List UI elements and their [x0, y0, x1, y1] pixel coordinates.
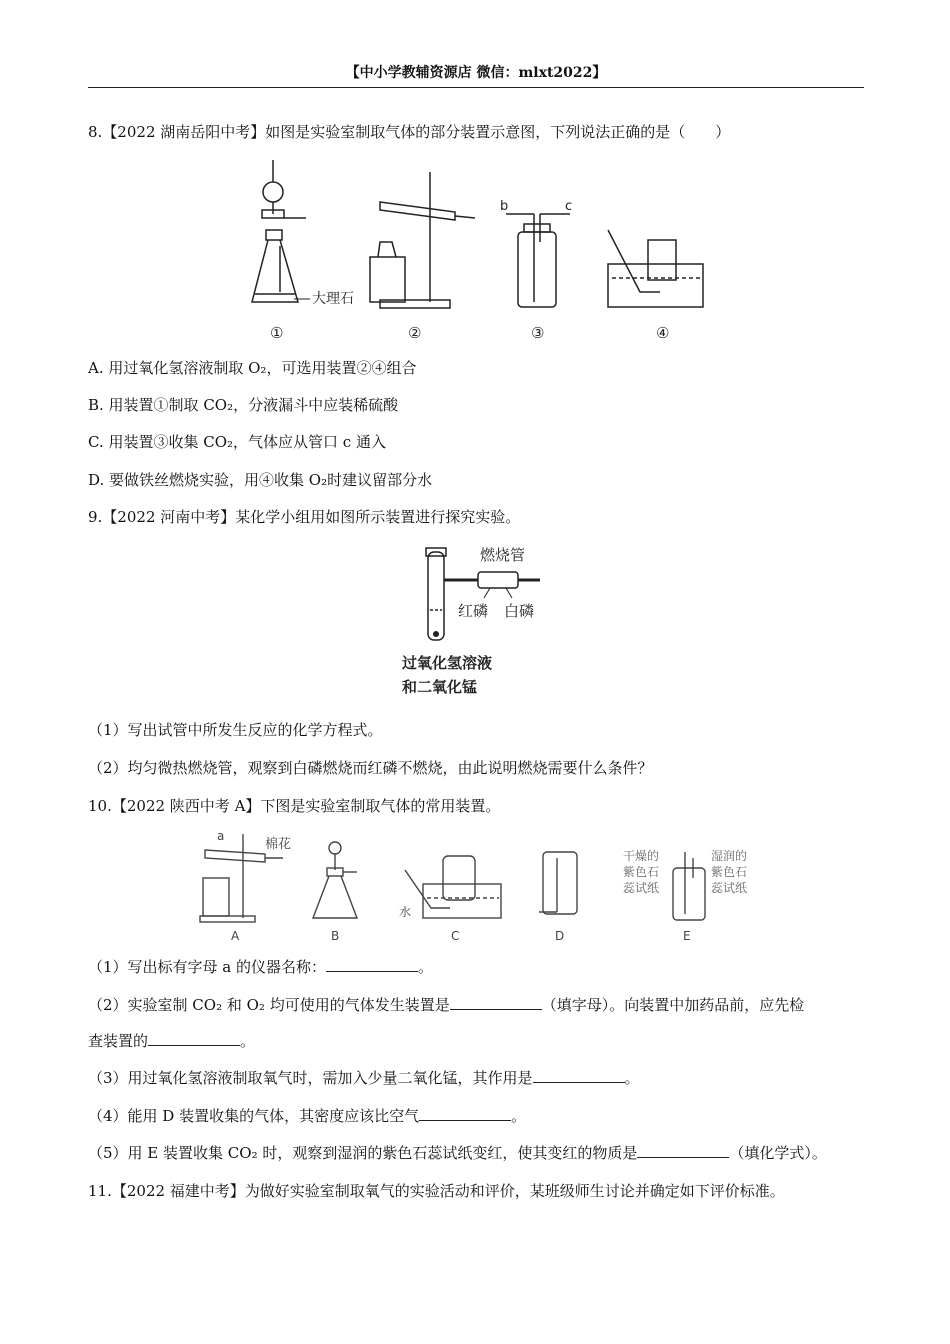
q8-option-b: B. 用装置①制取 CO₂，分液漏斗中应装稀硫酸	[88, 396, 399, 414]
q9-label-tube: 燃烧管	[480, 546, 526, 564]
q10-letter-c: C	[451, 929, 460, 943]
answer-blank[interactable]	[419, 1106, 511, 1121]
q10-label-dry-3: 蕊试纸	[623, 881, 660, 895]
q9-combustion-figure	[400, 540, 550, 705]
q10-label-cotton: 棉花	[265, 837, 292, 852]
q8-option-c: C. 用装置③收集 CO₂，气体应从管口 c 通入	[88, 433, 386, 451]
q8-label-marble: 大理石	[312, 291, 354, 307]
q10-letter-e: E	[683, 929, 691, 943]
answer-blank[interactable]	[148, 1031, 240, 1046]
q10-letter-a: A	[231, 929, 240, 943]
q9-label-solution-2: 和二氧化锰	[402, 678, 478, 696]
q10-letter-d: D	[555, 929, 565, 943]
q10-label-dry-2: 紫色石	[623, 865, 660, 879]
q10-label-wet-2: 紫色石	[711, 865, 748, 879]
q10-letter-b: B	[331, 929, 340, 943]
q10-sub1: （1）写出标有字母 a 的仪器名称： 。	[88, 958, 434, 976]
q8-label-b: b	[500, 199, 509, 214]
q10-sub3: （3）用过氧化氢溶液制取氧气时，需加入少量二氧化锰，其作用是 。	[88, 1069, 640, 1087]
q8-number-3: ③	[531, 324, 545, 342]
page-header: 【中小学教辅资源店 微信：mlxt2022】	[345, 65, 607, 81]
q8-option-d: D. 要做铁丝燃烧实验，用④收集 O₂时建议留部分水	[88, 471, 433, 489]
q9-label-white-p: 白磷	[504, 602, 535, 620]
q10-sub2: （2）实验室制 CO₂ 和 O₂ 均可使用的气体发生装置是 （填字母）。向装置中加药品前，应先检	[88, 996, 805, 1014]
q8-number-1: ①	[270, 324, 284, 342]
q8-label-c: c	[565, 199, 573, 214]
q11-stem: 11.【2022 福建中考】为做好实验室制取氧气的实验活动和评价，某班级师生讨论并确定如下评价标准。	[88, 1182, 785, 1200]
q10-sub5: （5）用 E 装置收集 CO₂ 时，观察到湿润的紫色石蕊试纸变红，使其变红的物质是 （填化学式）。	[88, 1144, 827, 1162]
q10-label-a: a	[217, 829, 225, 843]
q8-apparatus-figure	[240, 152, 720, 347]
q8-number-4: ④	[656, 324, 670, 342]
q10-label-dry-1: 干燥的	[623, 849, 660, 863]
q10-stem: 10.【2022 陕西中考 A】下图是实验室制取气体的常用装置。	[88, 797, 501, 815]
answer-blank[interactable]	[326, 957, 418, 972]
q8-number-2: ②	[408, 324, 422, 342]
q8-stem: 8.【2022 湖南岳阳中考】如图是实验室制取气体的部分装置示意图，下列说法正确的是（ ）	[88, 123, 731, 141]
q10-sub2-cont: 查装置的 。	[88, 1032, 256, 1050]
answer-blank[interactable]	[450, 995, 542, 1010]
q9-label-solution-1: 过氧化氢溶液	[402, 654, 493, 672]
q10-sub4: （4）能用 D 装置收集的气体，其密度应该比空气 。	[88, 1107, 527, 1125]
q9-stem: 9.【2022 河南中考】某化学小组用如图所示装置进行探究实验。	[88, 508, 521, 526]
q10-label-wet-3: 蕊试纸	[711, 881, 748, 895]
q8-option-a: A. 用过氧化氢溶液制取 O₂，可选用装置②④组合	[88, 359, 417, 377]
q9-sub1: （1）写出试管中所发生反应的化学方程式。	[88, 721, 383, 739]
answer-blank[interactable]	[533, 1068, 625, 1083]
answer-blank[interactable]	[637, 1143, 729, 1158]
q10-label-wet-1: 湿润的	[711, 849, 748, 863]
q10-label-water: 水	[399, 905, 412, 919]
header-divider	[88, 87, 864, 88]
q9-sub2: （2）均匀微热燃烧管，观察到白磷燃烧而红磷不燃烧，由此说明燃烧需要什么条件？	[88, 759, 653, 777]
q10-apparatus-figure	[195, 828, 765, 946]
q9-label-red-p: 红磷	[458, 602, 489, 620]
